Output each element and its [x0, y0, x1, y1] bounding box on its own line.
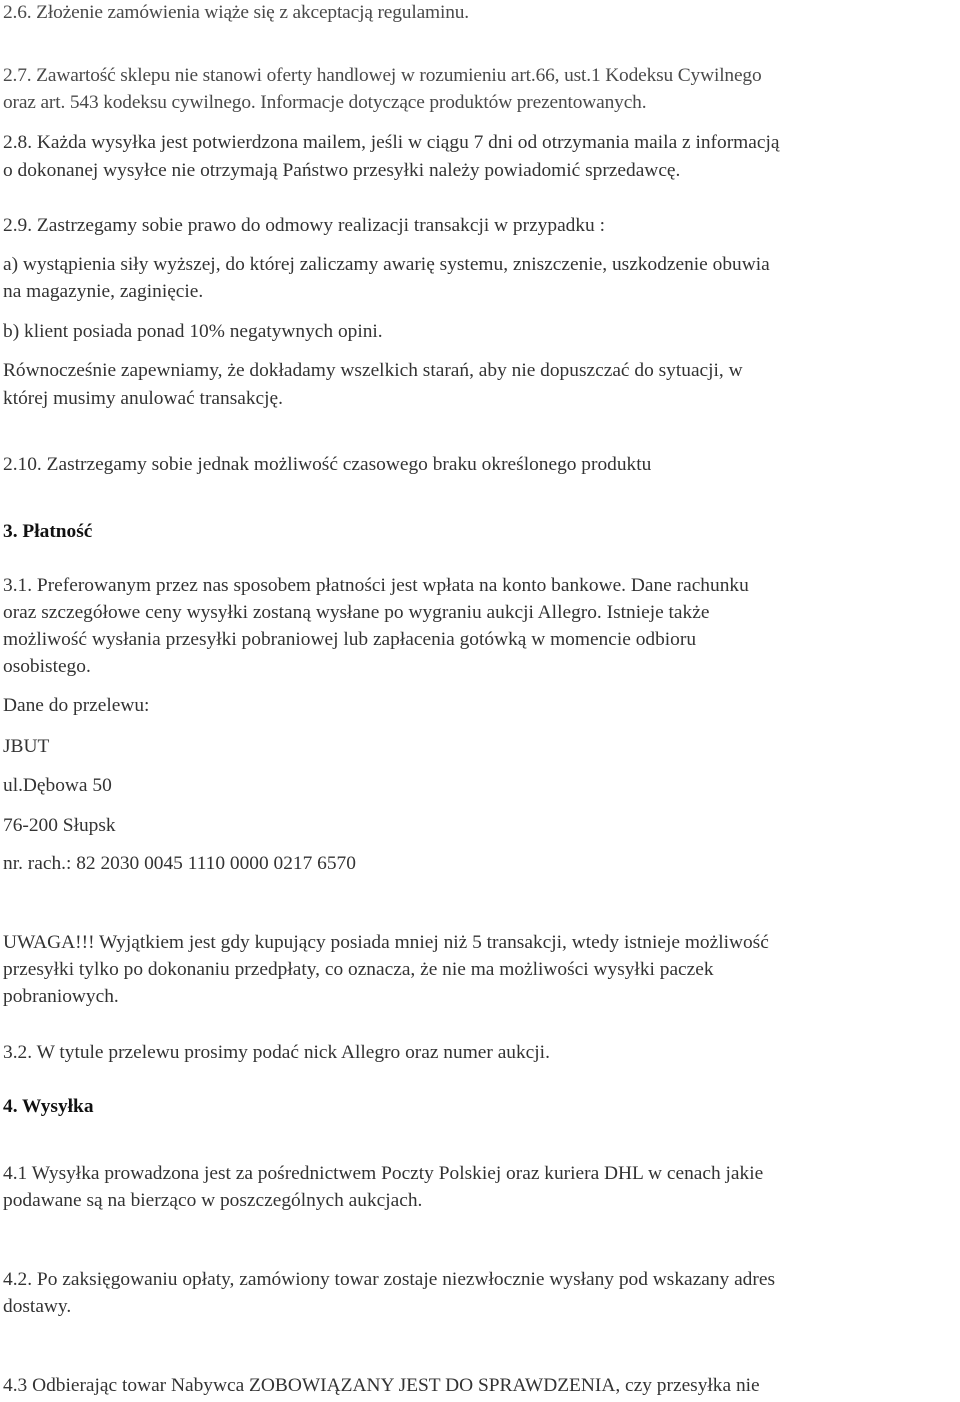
warning-line-3: pobraniowych.	[3, 986, 119, 1007]
section-2-6: 2.6. Złożenie zamówienia wiąże się z akceptacją regulaminu.	[3, 2, 469, 23]
transfer-account-number: nr. rach.: 82 2030 0045 1110 0000 0217 6570	[3, 853, 356, 874]
section-3-1-line-1: 3.1. Preferowanym przez nas sposobem płatności jest wpłata na konto bankowe. Dane rachunku	[3, 575, 749, 596]
section-3-1-line-4: osobistego.	[3, 656, 91, 677]
section-3-1-line-2: oraz szczegółowe ceny wysyłki zostaną wysłane po wygraniu aukcji Allegro. Istnieje także	[3, 602, 710, 623]
section-2-7-line-1: 2.7. Zawartość sklepu nie stanowi oferty handlowej w rozumieniu art.66, ust.1 Kodeksu Cywilnego	[3, 65, 762, 86]
section-2-10: 2.10. Zastrzegamy sobie jednak możliwość czasowego braku określonego produktu	[3, 454, 652, 475]
section-2-9: 2.9. Zastrzegamy sobie prawo do odmowy realizacji transakcji w przypadku :	[3, 215, 605, 236]
section-2-9-note-line-2: której musimy anulować transakcję.	[3, 388, 283, 409]
warning-line-1: UWAGA!!! Wyjątkiem jest gdy kupujący posiada mniej niż 5 transakcji, wtedy istnieje możliwość	[3, 932, 769, 953]
section-2-8-line-1: 2.8. Każda wysyłka jest potwierdzona mailem, jeśli w ciągu 7 dni od otrzymania maila z informacją	[3, 132, 780, 153]
heading-shipping: 4. Wysyłka	[3, 1096, 94, 1117]
section-3-2: 3.2. W tytule przelewu prosimy podać nick Allegro oraz numer aukcji.	[3, 1042, 550, 1063]
section-4-1-line-1: 4.1 Wysyłka prowadzona jest za pośrednictwem Poczty Polskiej oraz kuriera DHL w cenach jakie	[3, 1163, 764, 1184]
section-4-1-line-2: podawane są na bierząco w poszczególnych aukcjach.	[3, 1190, 423, 1211]
section-4-3-line-1: 4.3 Odbierając towar Nabywca ZOBOWIĄZANY JEST DO SPRAWDZENIA, czy przesyłka nie	[3, 1375, 760, 1396]
section-4-2-line-2: dostawy.	[3, 1296, 72, 1317]
transfer-city: 76-200 Słupsk	[3, 815, 116, 836]
section-2-9-b: b) klient posiada ponad 10% negatywnych opini.	[3, 321, 383, 342]
transfer-company-name: JBUT	[3, 736, 50, 757]
warning-line-2: przesyłki tylko po dokonaniu przedpłaty, co oznacza, że nie ma możliwości wysyłki paczek	[3, 959, 714, 980]
section-2-7-line-2: oraz art. 543 kodeksu cywilnego. Informacje dotyczące produktów prezentowanych.	[3, 92, 647, 113]
section-2-8-line-2: o dokonanej wysyłce nie otrzymają Państwo przesyłki należy powiadomić sprzedawcę.	[3, 160, 681, 181]
section-3-1-line-3: możliwość wysłania przesyłki pobraniowej lub zapłacenia gotówką w momencie odbioru	[3, 629, 697, 650]
transfer-details-label: Dane do przelewu:	[3, 695, 150, 716]
section-2-9-note-line-1: Równocześnie zapewniamy, że dokładamy wszelkich starań, aby nie dopuszczać do sytuacji, w	[3, 360, 743, 381]
heading-payment: 3. Płatność	[3, 521, 93, 542]
transfer-street: ul.Dębowa 50	[3, 775, 112, 796]
section-2-9-a-line-1: a) wystąpienia siły wyższej, do której zaliczamy awarię systemu, zniszczenie, uszkodzenie obuwia	[3, 254, 770, 275]
section-2-9-a-line-2: na magazynie, zaginięcie.	[3, 281, 204, 302]
section-4-2-line-1: 4.2. Po zaksięgowaniu opłaty, zamówiony towar zostaje niezwłocznie wysłany pod wskazany adres	[3, 1269, 775, 1290]
